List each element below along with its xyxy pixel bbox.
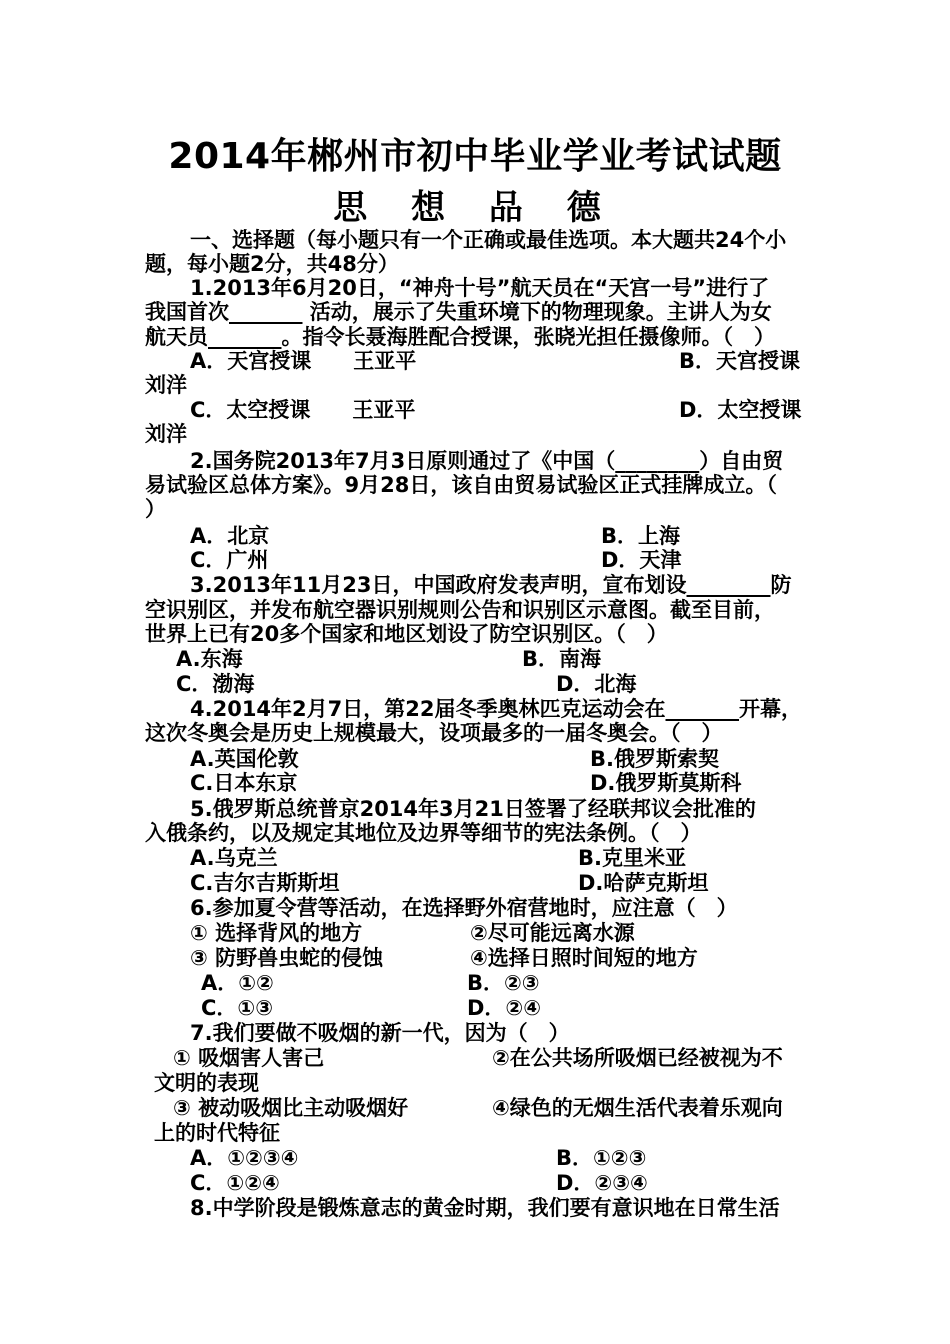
text-line: 4.2014年2月7日，第22届冬季奥林匹克运动会在_______开幕， — [190, 697, 802, 721]
text-line: 一、选择题（每小题只有一个正确或最佳选项。本大题共24个小 — [190, 228, 787, 252]
option-line: D．②④ — [467, 996, 541, 1020]
option-line: A．北京 — [190, 524, 270, 548]
option-line: A．①②③④ — [190, 1146, 299, 1170]
option-line: C.日本东京 — [190, 771, 298, 795]
text-line: 5.俄罗斯总统普京2014年3月21日签署了经联邦议会批准的 — [190, 797, 756, 821]
text-line: 题，每小题2分，共48分） — [145, 252, 399, 276]
option-line: ④选择日照时间短的地方 — [470, 946, 698, 970]
text-line: 上的时代特征 — [154, 1121, 280, 1145]
option-line: B.克里米亚 — [578, 846, 686, 870]
option-line: B．上海 — [601, 524, 681, 548]
option-line: A．①② — [201, 971, 274, 995]
text-line: 我国首次_______ 活动，展示了失重环境下的物理现象。主讲人为女 — [145, 300, 772, 324]
option-line: B．①②③ — [556, 1146, 647, 1170]
option-line: C．渤海 — [176, 672, 255, 696]
option-line: D．太空授课 — [679, 398, 802, 422]
option-line: D．②③④ — [556, 1171, 648, 1195]
option-line: A.东海 — [176, 647, 243, 671]
option-line: A.英国伦敦 — [190, 747, 299, 771]
option-line: ③ 被动吸烟比主动吸烟好 — [173, 1096, 409, 1120]
text-line: 1.2013年6月20日，“神舟十号”航天员在“天宫一号”进行了 — [190, 276, 770, 300]
option-line: D.哈萨克斯坦 — [578, 871, 709, 895]
text-line: 入俄条约，以及规定其地位及边界等细节的宪法条例。（ ） — [145, 821, 702, 845]
text-line: ） — [145, 497, 166, 521]
option-line: C．①③ — [201, 996, 273, 1020]
option-line: ① 吸烟害人害己 — [173, 1046, 325, 1070]
option-line: C．①②④ — [190, 1171, 280, 1195]
option-line: B．南海 — [522, 647, 602, 671]
option-line: B．天宫授课 — [679, 349, 801, 373]
option-line: B.俄罗斯索契 — [590, 747, 719, 771]
text-line: 这次冬奥会是历史上规模最大，设项最多的一届冬奥会。（ ） — [145, 721, 723, 745]
option-line: D．天津 — [601, 548, 682, 572]
option-line: ②在公共场所吸烟已经被视为不 — [492, 1046, 783, 1070]
exam-title: 2014年郴州市初中毕业学业考试试题 — [168, 136, 782, 177]
option-line: D.俄罗斯莫斯科 — [590, 771, 742, 795]
text-line: 航天员_______。指令长聂海胜配合授课，张晓光担任摄像师。（ ） — [145, 325, 775, 349]
text-line: 刘洋 — [145, 373, 187, 397]
text-line: 空识别区，并发布航空器识别规则公告和识别区示意图。截至目前， — [145, 598, 775, 622]
option-line: C.吉尔吉斯斯坦 — [190, 871, 340, 895]
option-line: A.乌克兰 — [190, 846, 278, 870]
option-line: C．广州 — [190, 548, 269, 572]
option-line: ① 选择背风的地方 — [190, 921, 363, 945]
text-line: 易试验区总体方案》。9月28日，该自由贸易试验区正式挂牌成立。（ — [145, 473, 777, 497]
option-line: ④绿色的无烟生活代表着乐观向 — [492, 1096, 783, 1120]
subject-title: 思 想 品 德 — [333, 188, 617, 228]
option-line: A．天宫授课 王亚平 — [190, 349, 417, 373]
text-line: 6.参加夏令营等活动，在选择野外宿营地时，应注意（ ） — [190, 896, 738, 920]
option-line: C．太空授课 王亚平 — [190, 398, 416, 422]
text-line: 7.我们要做不吸烟的新一代，因为（ ） — [190, 1021, 570, 1045]
text-line: 2.国务院2013年7月3日原则通过了《中国（________）自由贸 — [190, 449, 784, 473]
option-line: ③ 防野兽虫蛇的侵蚀 — [190, 946, 384, 970]
text-line: 3.2013年11月23日，中国政府发表声明，宣布划设________防 — [190, 573, 792, 597]
text-line: 文明的表现 — [154, 1071, 259, 1095]
option-line: B．②③ — [467, 971, 540, 995]
option-line: ②尽可能远离水源 — [470, 921, 635, 945]
option-line: D．北海 — [556, 672, 637, 696]
text-line: 8.中学阶段是锻炼意志的黄金时期，我们要有意识地在日常生活 — [190, 1196, 780, 1220]
text-line: 刘洋 — [145, 422, 187, 446]
text-line: 世界上已有20多个国家和地区划设了防空识别区。（ ） — [145, 622, 668, 646]
